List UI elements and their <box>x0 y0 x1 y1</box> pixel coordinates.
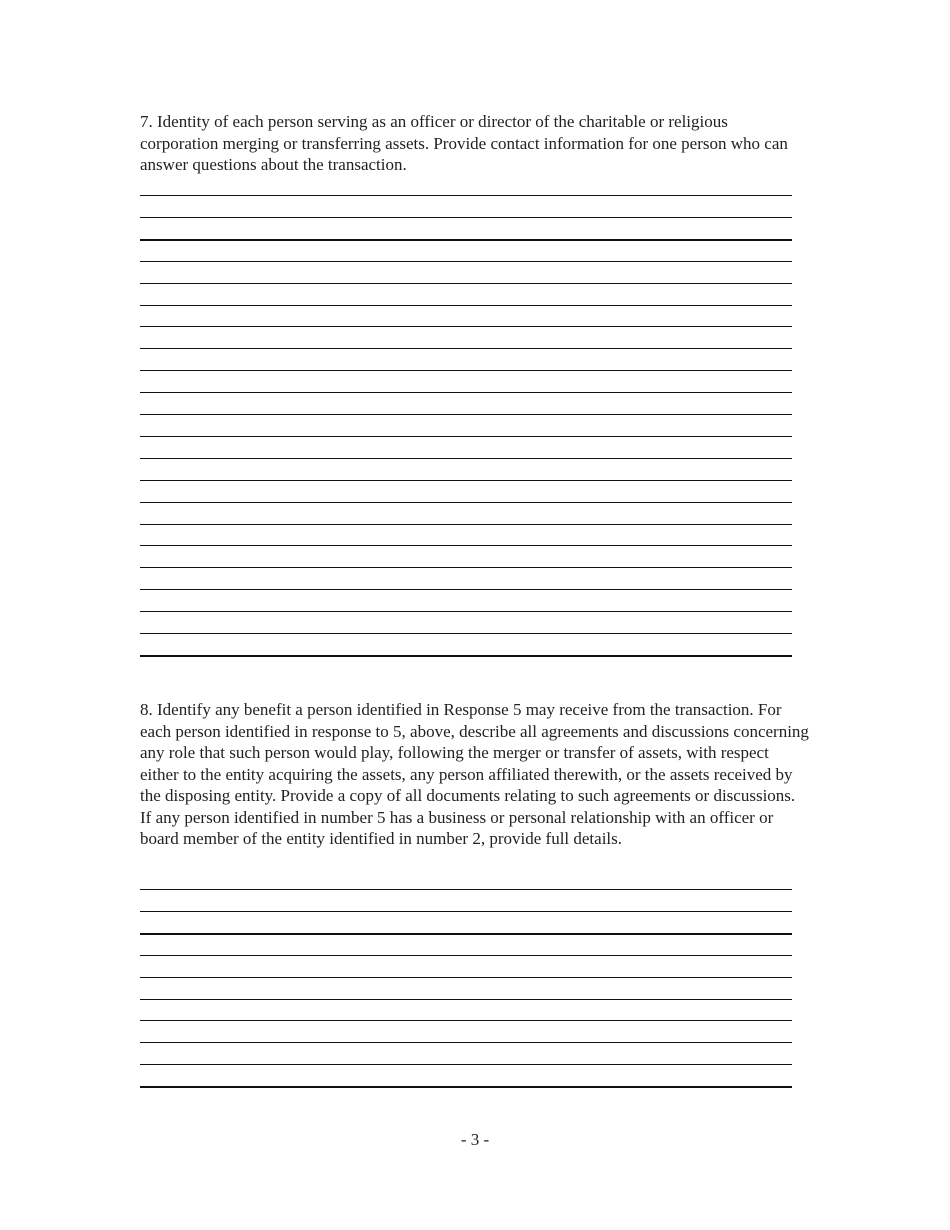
answer-line[interactable] <box>140 1042 792 1043</box>
answer-line[interactable] <box>140 502 792 503</box>
answer-line[interactable] <box>140 633 792 634</box>
answer-line[interactable] <box>140 480 792 481</box>
answer-line[interactable] <box>140 589 792 590</box>
answer-line[interactable] <box>140 611 792 612</box>
answer-line[interactable] <box>140 261 792 262</box>
answer-line[interactable] <box>140 1086 792 1088</box>
question-7-text: 7. Identity of each person serving as an officer or director of the charitable or religious corporation merging or transferring assets. Provide contact information for one person who can answer questions about the transaction. <box>140 112 788 174</box>
answer-line[interactable] <box>140 414 792 415</box>
answer-line[interactable] <box>140 370 792 371</box>
answer-line[interactable] <box>140 392 792 393</box>
answer-line[interactable] <box>140 326 792 327</box>
answer-line[interactable] <box>140 567 792 568</box>
question-8-answer-lines[interactable] <box>140 889 792 1089</box>
answer-line[interactable] <box>140 217 792 218</box>
answer-line[interactable] <box>140 348 792 349</box>
answer-line[interactable] <box>140 889 792 890</box>
answer-line[interactable] <box>140 655 792 657</box>
question-8-text: 8. Identify any benefit a person identified in Response 5 may receive from the transaction. For each person identified in response to 5, above, describe all agreements and discussions concerning any role that such person would play, following the merger or transfer of assets, with respect either to the entity acquiring the assets, any person affiliated therewith, or the assets received by the disposing entity. Provide a copy of all documents relating to such agreements or discussions. If any person identified in number 5 has a business or personal relationship with an officer or board member of the entity identified in number 2, provide full details. <box>140 700 809 848</box>
answer-line[interactable] <box>140 999 792 1000</box>
answer-line[interactable] <box>140 436 792 437</box>
answer-line[interactable] <box>140 977 792 978</box>
question-7-answer-lines[interactable] <box>140 195 792 657</box>
answer-line[interactable] <box>140 911 792 912</box>
answer-line[interactable] <box>140 1064 792 1065</box>
answer-line[interactable] <box>140 1020 792 1021</box>
page-number: - 3 - <box>460 1130 490 1149</box>
answer-line[interactable] <box>140 933 792 935</box>
answer-line[interactable] <box>140 545 792 546</box>
answer-line[interactable] <box>140 283 792 284</box>
answer-line[interactable] <box>140 524 792 525</box>
answer-line[interactable] <box>140 195 792 196</box>
answer-line[interactable] <box>140 239 792 241</box>
answer-line[interactable] <box>140 955 792 956</box>
answer-line[interactable] <box>140 305 792 306</box>
answer-line[interactable] <box>140 458 792 459</box>
